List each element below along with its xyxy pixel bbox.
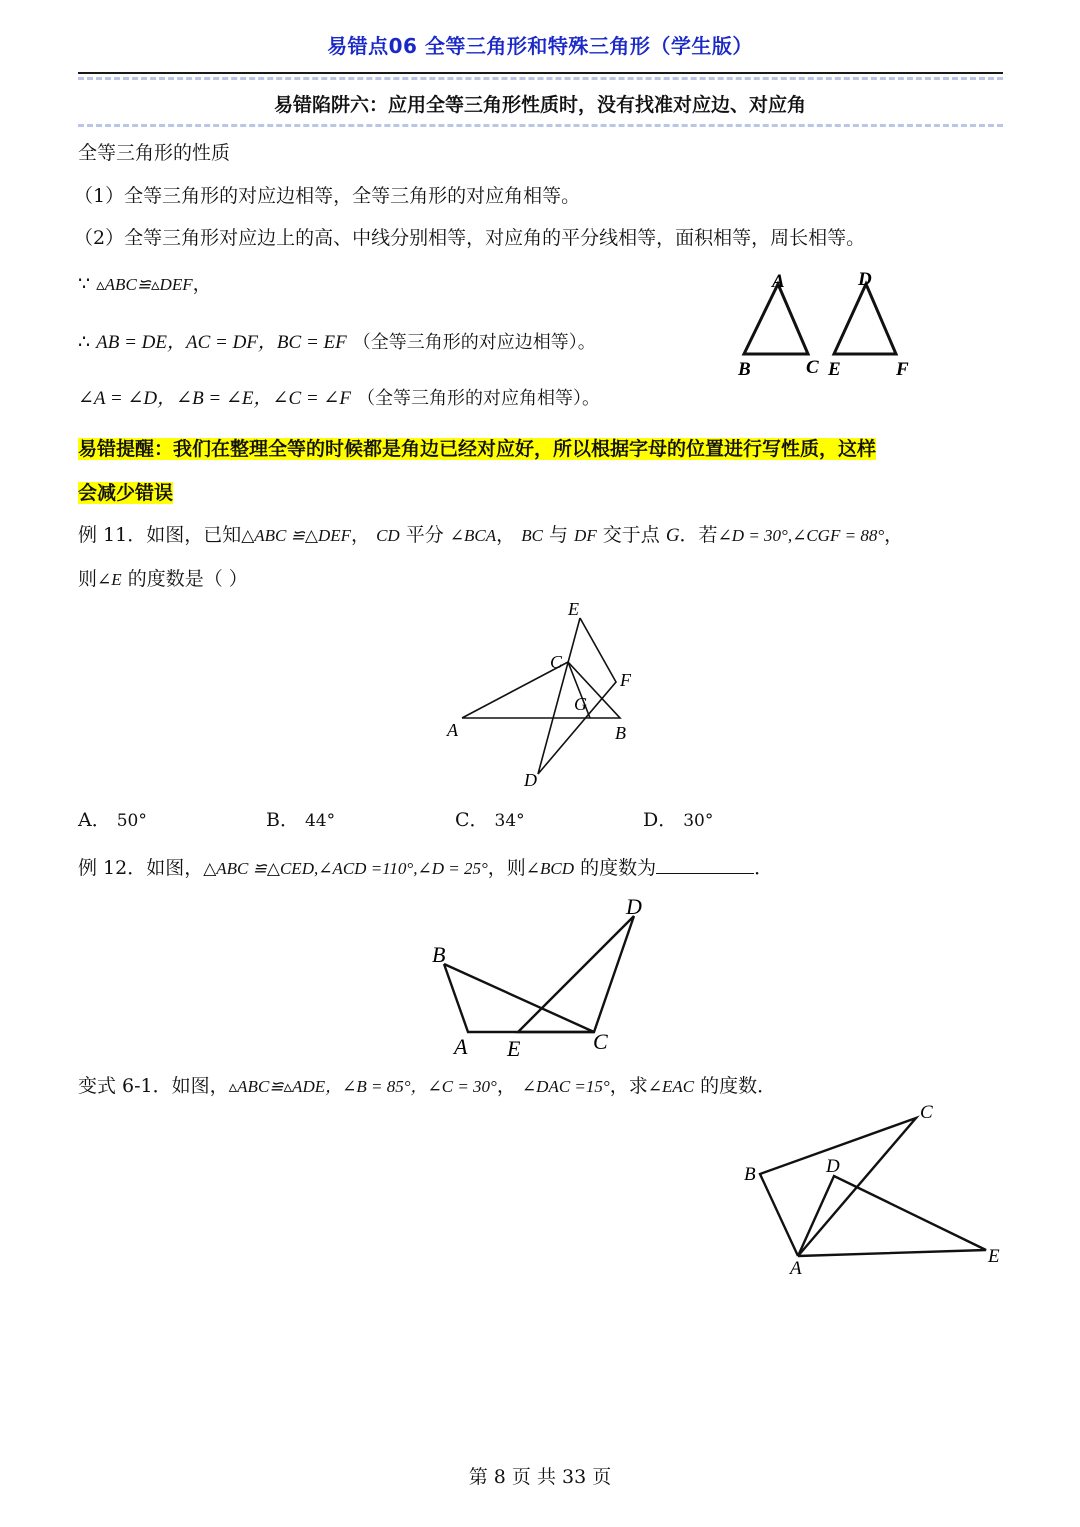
variant-suffix: 的度数． [694,1075,777,1097]
option-a[interactable] [78,805,147,832]
therefore-sides-line [78,327,596,354]
fig11-label-b: B [615,723,626,743]
variant-given-2: ∠DAC =15° [521,1077,610,1096]
example-11-prefix: 例 11．如图，已知 [78,524,242,546]
example-11-bisector: CD [376,526,400,545]
option-letter: D． [643,809,678,831]
fig11-label-c: C [550,652,563,672]
variant-target: ∠EAC [647,1077,695,1096]
because-symbol: ∵ [78,273,91,295]
congruent-triangles-figure [700,262,940,382]
sides-equal-math: AB = DE，AC = DF，BC = EF [96,332,347,353]
reminder-text-2: 会减少错误 [78,482,174,504]
example-12-prefix: 例 12．如图， [78,857,204,879]
option-d[interactable] [643,805,713,832]
fig11-label-g: G [574,694,587,714]
fig12-label-e: E [507,1036,521,1061]
option-b[interactable] [266,805,335,832]
variant-6-1-line [78,1071,776,1098]
fig61-label-b: B [744,1164,756,1185]
example-12-mid: ，则 [487,857,526,879]
option-value: 50° [116,811,147,831]
option-value: 30° [683,811,714,831]
example-12-given: △ABC ≌△CED,∠ACD =110°,∠D = 25° [203,859,488,878]
fig12-label-d: D [626,894,642,919]
label-e: E [828,359,841,380]
example-11-if: ．若 [679,524,718,546]
example-11-line-2 [78,564,248,591]
example-11-bc: BC [521,526,543,545]
example-11-line2-prefix: 则 [78,568,98,590]
example-11-sep: ， [884,524,904,546]
option-c[interactable] [455,805,525,832]
reminder-line-2 [78,478,173,505]
document-header-title: 易错点06 全等三角形和特殊三角形（学生版） [327,34,753,58]
example-11-congruence: △ABC ≌△DEF [241,526,352,545]
because-line [78,269,212,296]
example-11-line-1 [78,520,903,547]
triangle-abc-line [760,1118,916,1256]
example-12-suffix: 的度数为 [574,857,657,879]
example-11-bisects: 平分 [399,524,450,546]
triangle-abc-line [462,662,620,718]
example-11-angle-e: ∠E [97,570,122,589]
example-11-with: 与 [542,524,575,546]
angles-equal-note: （全等三角形的对应角相等）。 [357,388,601,409]
header-rule [78,72,1003,74]
page-footer: 第 8 页 共 33 页 [468,1466,612,1488]
option-letter: B． [266,809,299,831]
example-12-line [78,853,773,880]
example-11-given: ∠D = 30°,∠CGF = 88° [717,526,885,545]
section-dashed-rule [78,124,1003,127]
example-12-target: ∠BCD [525,859,575,878]
fig61-label-c: C [920,1102,933,1123]
because-tail: ， [192,273,212,295]
variant-ask: ，求 [609,1075,648,1097]
variant-prefix: 变式 6-1．如图， [78,1075,229,1097]
triangle-abc-line [444,964,594,1032]
property-item-1: （1）全等三角形的对应边相等，全等三角形的对应角相等。 [74,185,581,207]
example-11-g: G [665,525,680,546]
fig61-label-a: A [790,1258,802,1279]
option-value: 34° [494,811,525,831]
properties-heading: 全等三角形的性质 [78,142,231,164]
option-letter: A． [78,809,111,831]
triangle-abc [744,284,808,354]
label-b: B [738,359,751,380]
variant-sep: ， [496,1075,516,1097]
example-11-df: DF [574,526,597,545]
label-f: F [896,359,909,380]
fig12-label-a: A [454,1034,468,1059]
fig12-label-c: C [593,1029,608,1054]
triangle-ced-line [518,916,634,1032]
because-math: ▵ABC≌▵DEF [96,275,193,294]
fig11-label-f: F [620,670,631,690]
fig11-label-e: E [568,599,579,619]
example-11-meet: 交于点 [596,524,666,546]
property-item-2: （2）全等三角形对应边上的高、中线分别相等，对应角的平分线相等，面积相等，周长相等。 [74,227,866,249]
answer-blank[interactable] [656,855,754,874]
reminder-text-1: 易错提醒：我们在整理全等的时候都是角边已经对应好，所以根据字母的位置进行写性质，这样 [78,438,877,460]
header-dashed-rule [78,77,1003,80]
variant-6-1-figure [730,1096,1020,1286]
example-12-end: ． [754,857,774,879]
triangle-ade-line [798,1176,986,1256]
sides-equal-note: （全等三角形的对应边相等）。 [352,332,596,353]
fig11-label-d: D [524,770,537,790]
angles-equal-math: ∠A = ∠D，∠B = ∠E，∠C = ∠F [78,388,351,409]
therefore-symbol: ∴ [78,331,91,353]
reminder-line-1 [78,434,876,461]
fig12-label-b: B [432,942,446,967]
example-11-figure [440,596,660,796]
label-c: C [806,357,819,378]
fig61-label-d: D [826,1156,840,1177]
variant-given: ▵ABC≌▵ADE，∠B = 85°，∠C = 30° [228,1077,497,1096]
option-letter: C． [455,809,489,831]
label-d: D [858,269,872,290]
fig61-label-e: E [988,1246,1000,1267]
example-11-angle-bca: ∠BCA [449,526,497,545]
triangle-def [834,284,896,354]
fig11-label-a: A [447,720,458,740]
angles-line [78,383,600,410]
example-12-figure [420,892,660,1062]
label-a: A [772,271,785,292]
option-value: 44° [304,811,336,831]
example-11-sep: ， [351,524,371,546]
example-11-sep: ， [496,524,516,546]
section-title: 易错陷阱六：应用全等三角形性质时，没有找准对应边、对应角 [273,94,806,116]
example-11-line2-suffix: 的度数是（ ） [121,568,248,590]
